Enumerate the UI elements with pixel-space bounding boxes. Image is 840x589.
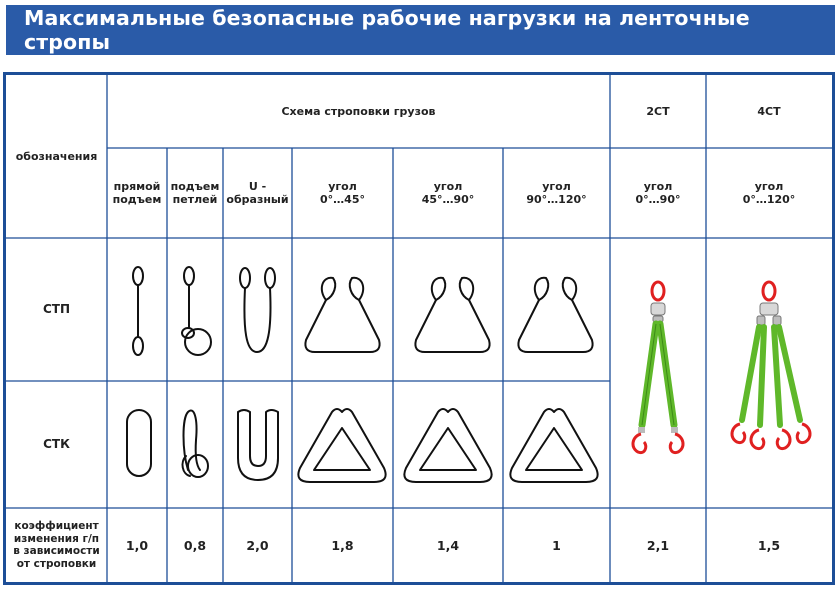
coef-value: 2,1 bbox=[646, 537, 670, 553]
stk-u-sling-icon bbox=[238, 410, 278, 480]
coef-value: 1,0 bbox=[125, 537, 149, 553]
col-header-line2: 0°…120° bbox=[742, 193, 796, 206]
stk-angle-0-45-icon bbox=[298, 409, 385, 482]
stk-angle-90-120-icon bbox=[510, 409, 597, 482]
page-title: Максимальные безопасные рабочие нагрузки на ленточные стропы bbox=[24, 6, 750, 54]
col-header-line1: угол bbox=[754, 180, 784, 193]
col-header-line2: 0°…45° bbox=[320, 193, 365, 206]
stk-angle-45-90-icon bbox=[404, 409, 491, 482]
col-header-line2: подъем bbox=[112, 193, 162, 206]
stp-loop-sling-icon bbox=[182, 267, 211, 355]
stp-straight-sling-icon bbox=[133, 267, 143, 355]
col-header-line2: образный bbox=[226, 193, 289, 206]
col-header-line1: угол bbox=[328, 180, 357, 193]
coef-value: 1,4 bbox=[436, 537, 460, 553]
col-header-line2: 90°…120° bbox=[526, 193, 587, 206]
col-header-line1: угол bbox=[643, 180, 673, 193]
stp-angle-0-45-icon bbox=[305, 278, 379, 352]
coef-value: 1,8 bbox=[331, 537, 354, 553]
stp-angle-45-90-icon bbox=[415, 278, 489, 352]
col-2st-label: 2СТ bbox=[646, 105, 670, 118]
col-header-line1: прямой bbox=[113, 180, 161, 193]
col-header-line1: подъем bbox=[170, 180, 220, 193]
stk-straight-sling-icon bbox=[127, 410, 151, 476]
row-label-stk-text: СТК bbox=[43, 437, 70, 451]
stk-loop-sling-icon bbox=[183, 410, 208, 477]
col-header-line2: 45°…90° bbox=[421, 193, 475, 206]
row-label-stp-text: СТП bbox=[42, 302, 71, 316]
four-leg-sling-icon bbox=[732, 282, 810, 449]
coef-value: 0,8 bbox=[183, 537, 207, 553]
coef-label-line: от строповки bbox=[16, 557, 97, 570]
coef-label-line: коэффициент bbox=[14, 520, 99, 532]
scheme-label: Схема строповки грузов bbox=[281, 105, 436, 118]
coef-value: 2,0 bbox=[246, 537, 269, 553]
coef-value: 1 bbox=[552, 537, 561, 553]
designation-label: обозначения bbox=[15, 150, 98, 163]
col-4st-label: 4СТ bbox=[757, 105, 781, 118]
coef-label-line: в зависимости bbox=[13, 545, 100, 557]
stp-u-sling-icon bbox=[240, 268, 275, 352]
col-header-line1: угол bbox=[433, 180, 463, 193]
col-header-line1: U - bbox=[248, 180, 267, 193]
stp-angle-90-120-icon bbox=[518, 278, 592, 352]
two-leg-sling-icon bbox=[633, 282, 683, 453]
coef-value: 1,5 bbox=[757, 537, 781, 553]
coef-label-line: изменения г/п bbox=[13, 532, 100, 545]
col-header-line1: угол bbox=[542, 180, 571, 193]
col-header-line2: 0°…90° bbox=[635, 193, 681, 206]
col-header-line2: петлей bbox=[172, 193, 218, 206]
